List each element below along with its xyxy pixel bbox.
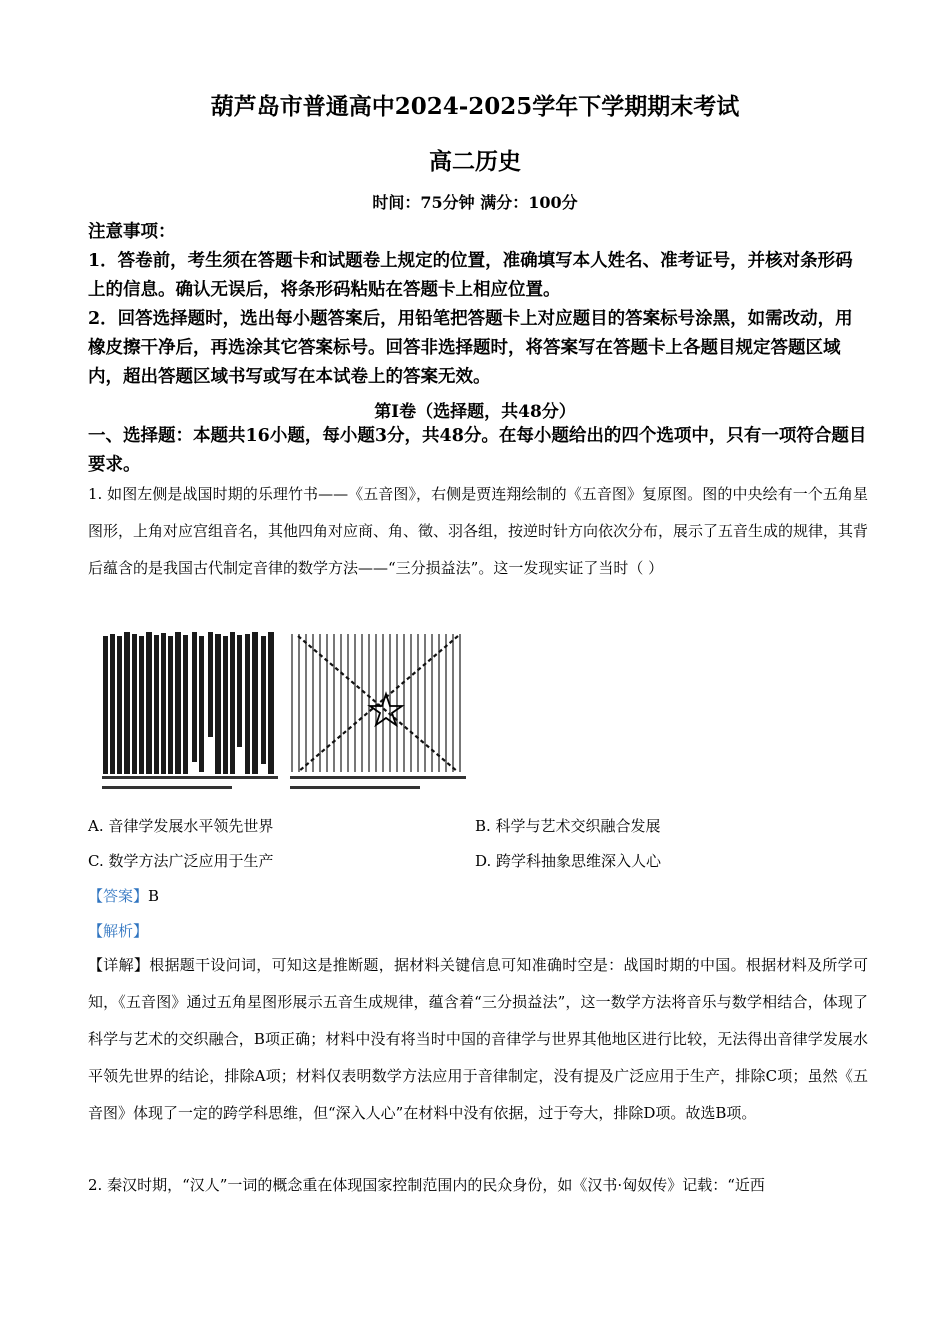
bamboo-slips-image bbox=[100, 626, 280, 806]
answer-tag: 【答案】 bbox=[88, 887, 149, 905]
detail-paragraph bbox=[88, 947, 868, 1132]
question-1-stem: 1. 如图左侧是战国时期的乐理竹书——《五音图》，右侧是贾连翔绘制的《五音图》复原图。图的中央绘有一个五角星图形，上角对应宫组音名，其他四角对应商、角、徵、羽各组，按逆时针方向依次分布，展示了五音生成的规律，其背后蕴含的是我国古代制定音律的数学方法——“三分损益法”。这一发现实证了当时（ ） bbox=[88, 485, 869, 577]
exam-title: 葫芦岛市普通高中2024-2025学年下学期期末考试 bbox=[210, 93, 740, 120]
notice-heading: 注意事项： bbox=[88, 222, 176, 242]
option-a: A. 音律学发展水平领先世界 bbox=[88, 817, 274, 835]
answer-value: B bbox=[148, 887, 160, 905]
option-b: B. 科学与艺术交织融合发展 bbox=[475, 817, 661, 835]
time-info: 时间：75分钟 满分：100分 bbox=[372, 193, 578, 212]
subject-title: 高二历史 bbox=[429, 148, 521, 175]
question-2-stem: 2. 秦汉时期，“汉人”一词的概念重在体现国家控制范围内的民众身份，如《汉书·匈奴传》记载：“近西 bbox=[88, 1176, 765, 1194]
analysis-tag: 【解析】 bbox=[88, 922, 149, 940]
notice-item-1: 1．答卷前，考生须在答题卡和试题卷上规定的位置，准确填写本人姓名、准考证号，并核对条形码上的信息。确认无误后，将条形码粘贴在答题卡上相应位置。 bbox=[88, 251, 853, 300]
answer-line bbox=[88, 885, 159, 906]
part-title: 第Ⅰ卷（选择题，共48分） bbox=[374, 402, 576, 422]
section-instruction: 一、选择题：本题共16小题，每小题3分，共48分。在每小题给出的四个选项中，只有一项符合题目要求。 bbox=[88, 426, 867, 475]
detail-tag: 【详解】 bbox=[88, 956, 150, 974]
reconstruction-diagram-image bbox=[288, 626, 468, 806]
notice-item-2: 2．回答选择题时，选出每小题答案后，用铅笔把答题卡上对应题目的答案标号涂黑，如需改动，用橡皮擦干净后，再选涂其它答案标号。回答非选择题时，将答案写在答题卡上各题目规定答题区域内，超出答题区域书写或写在本试卷上的答案无效。 bbox=[88, 309, 853, 387]
bamboo-slips-drawing bbox=[100, 626, 280, 802]
detail-text: 根据题干设问词，可知这是推断题，据材料关键信息可知准确时空是：战国时期的中国。根据材料及所学可知，《五音图》通过五角星图形展示五音生成规律，蕴含着“三分损益法”，这一数学方法将音乐与数学相结合，体现了科学与艺术的交织融合，B项正确；材料中没有将当时中国的音律学与世界其他地区进行比较，无法得出音律学发展水平领先世界的结论，排除A项；材料仅表明数学方法应用于音律制定，没有提及广泛应用于生产，排除C项；虽然《五音图》体现了一定的跨学科思维，但“深入人心”在材料中没有依据，过于夸大，排除D项。故选B项。 bbox=[88, 956, 868, 1122]
option-d: D. 跨学科抽象思维深入人心 bbox=[475, 852, 662, 870]
option-c: C. 数学方法广泛应用于生产 bbox=[88, 852, 274, 870]
reconstruction-drawing bbox=[288, 626, 468, 802]
